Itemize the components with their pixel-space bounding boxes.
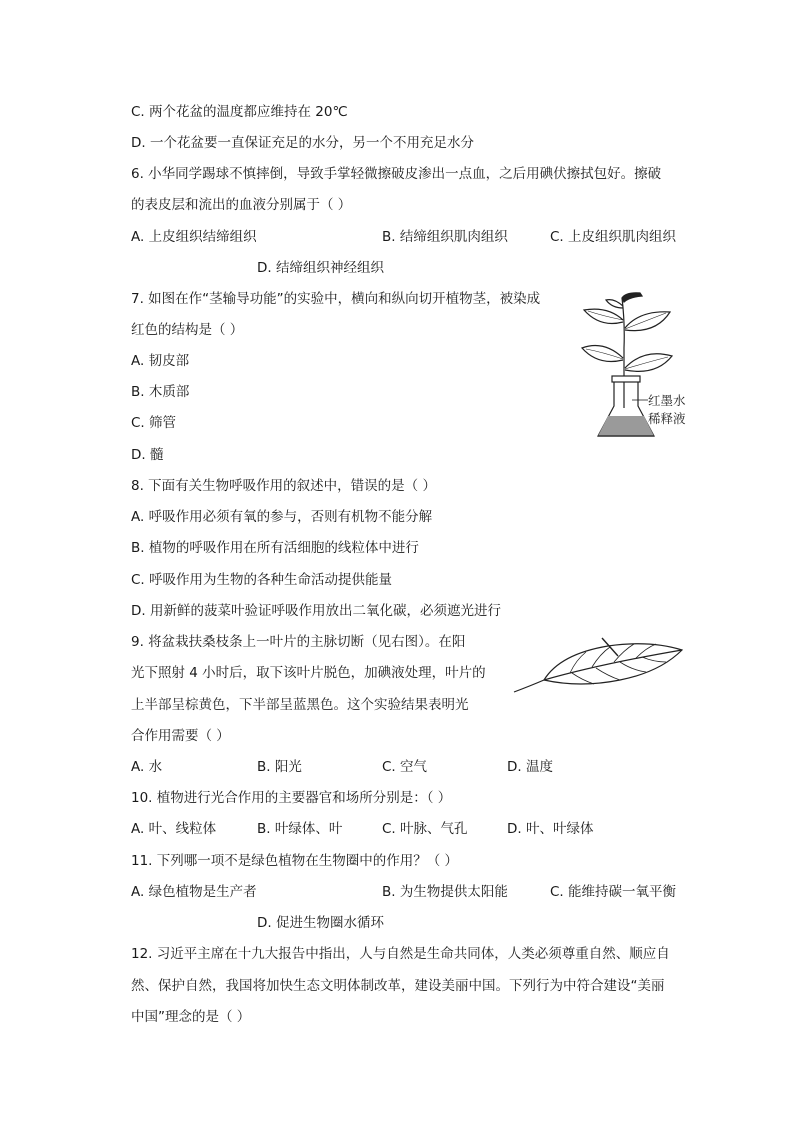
q9-stem-line3: 上半部呈棕黄色，下半部呈蓝黑色。这个实验结果表明光: [131, 697, 469, 713]
q11-stem: 11. 下列哪一项不是绿色植物在生物圈中的作用？（ ）: [131, 853, 459, 869]
q7-option-d: D. 髓: [131, 447, 164, 463]
q8-option-b: B. 植物的呼吸作用在所有活细胞的线粒体中进行: [131, 540, 419, 556]
q10-stem: 10. 植物进行光合作用的主要器官和场所分别是：（ ）: [131, 790, 452, 806]
q9-stem-line1: 9. 将盆栽扶桑枝条上一叶片的主脉切断（见右图）。在阳: [131, 634, 466, 650]
figure-label-ink: 红墨水: [648, 393, 686, 408]
q6-stem-line1: 6. 小华同学踢球不慎摔倒，导致手掌轻微擦破皮渗出一点血，之后用碘伏擦拭包好。擦破: [131, 166, 662, 182]
q11-option-d: D. 促进生物圈水循环: [257, 915, 384, 931]
figure-label-diluent: 稀释液: [648, 411, 686, 426]
q6-stem-line2: 的表皮层和流出的血液分别属于（ ）: [131, 197, 352, 213]
leaf-figure: [510, 636, 690, 698]
plant-in-flask-figure: [568, 288, 698, 443]
q9-option-b: B. 阳光: [257, 759, 302, 775]
q10-option-c: C. 叶脉、气孔: [382, 821, 468, 837]
q8-stem: 8. 下面有关生物呼吸作用的叙述中，错误的是（ ）: [131, 478, 436, 494]
q10-option-a: A. 叶、线粒体: [131, 821, 217, 837]
q11-option-c: C. 能维持碳一氧平衡: [550, 884, 677, 900]
q7-stem-line1: 7. 如图在作“茎输导功能”的实验中，横向和纵向切开植物茎，被染成: [131, 291, 541, 307]
q12-stem-line3: 中国”理念的是（ ）: [131, 1009, 251, 1025]
q9-option-c: C. 空气: [382, 759, 428, 775]
q11-option-a: A. 绿色植物是生产者: [131, 884, 257, 900]
q8-option-c: C. 呼吸作用为生物的各种生命活动提供能量: [131, 572, 393, 588]
q7-option-a: A. 韧皮部: [131, 353, 190, 369]
q8-option-a: A. 呼吸作用必须有氧的参与，否则有机物不能分解: [131, 509, 433, 525]
q8-option-d: D. 用新鲜的菠菜叶验证呼吸作用放出二氧化碳，必须遮光进行: [131, 603, 501, 619]
q10-option-b: B. 叶绿体、叶: [257, 821, 343, 837]
q6-option-d: D. 结缔组织神经组织: [257, 260, 384, 276]
q9-option-d: D. 温度: [507, 759, 553, 775]
q7-stem-line2: 红色的结构是（ ）: [131, 322, 244, 338]
q10-option-d: D. 叶、叶绿体: [507, 821, 594, 837]
q9-stem-line2: 光下照射 4 小时后，取下该叶片脱色，加碘液处理，叶片的: [131, 665, 486, 681]
q6-option-b: B. 结缔组织肌肉组织: [382, 229, 508, 245]
q5-option-d: D. 一个花盆要一直保证充足的水分，另一个不用充足水分: [131, 135, 474, 151]
q7-option-c: C. 筛管: [131, 415, 177, 431]
q9-option-a: A. 水: [131, 759, 163, 775]
q5-option-c: C. 两个花盆的温度都应维持在 20℃: [131, 104, 348, 120]
q12-stem-line1: 12. 习近平主席在十九大报告中指出，人与自然是生命共同体，人类必须尊重自然、顺应自: [131, 946, 670, 962]
q11-option-b: B. 为生物提供太阳能: [382, 884, 508, 900]
q9-stem-line4: 合作用需要（ ）: [131, 728, 230, 744]
q6-option-a: A. 上皮组织结缔组织: [131, 229, 257, 245]
q12-stem-line2: 然、保护自然，我国将加快生态文明体制改革，建设美丽中国。下列行为中符合建设“美丽: [131, 978, 665, 994]
q7-option-b: B. 木质部: [131, 384, 190, 400]
q6-option-c: C. 上皮组织肌肉组织: [550, 229, 677, 245]
